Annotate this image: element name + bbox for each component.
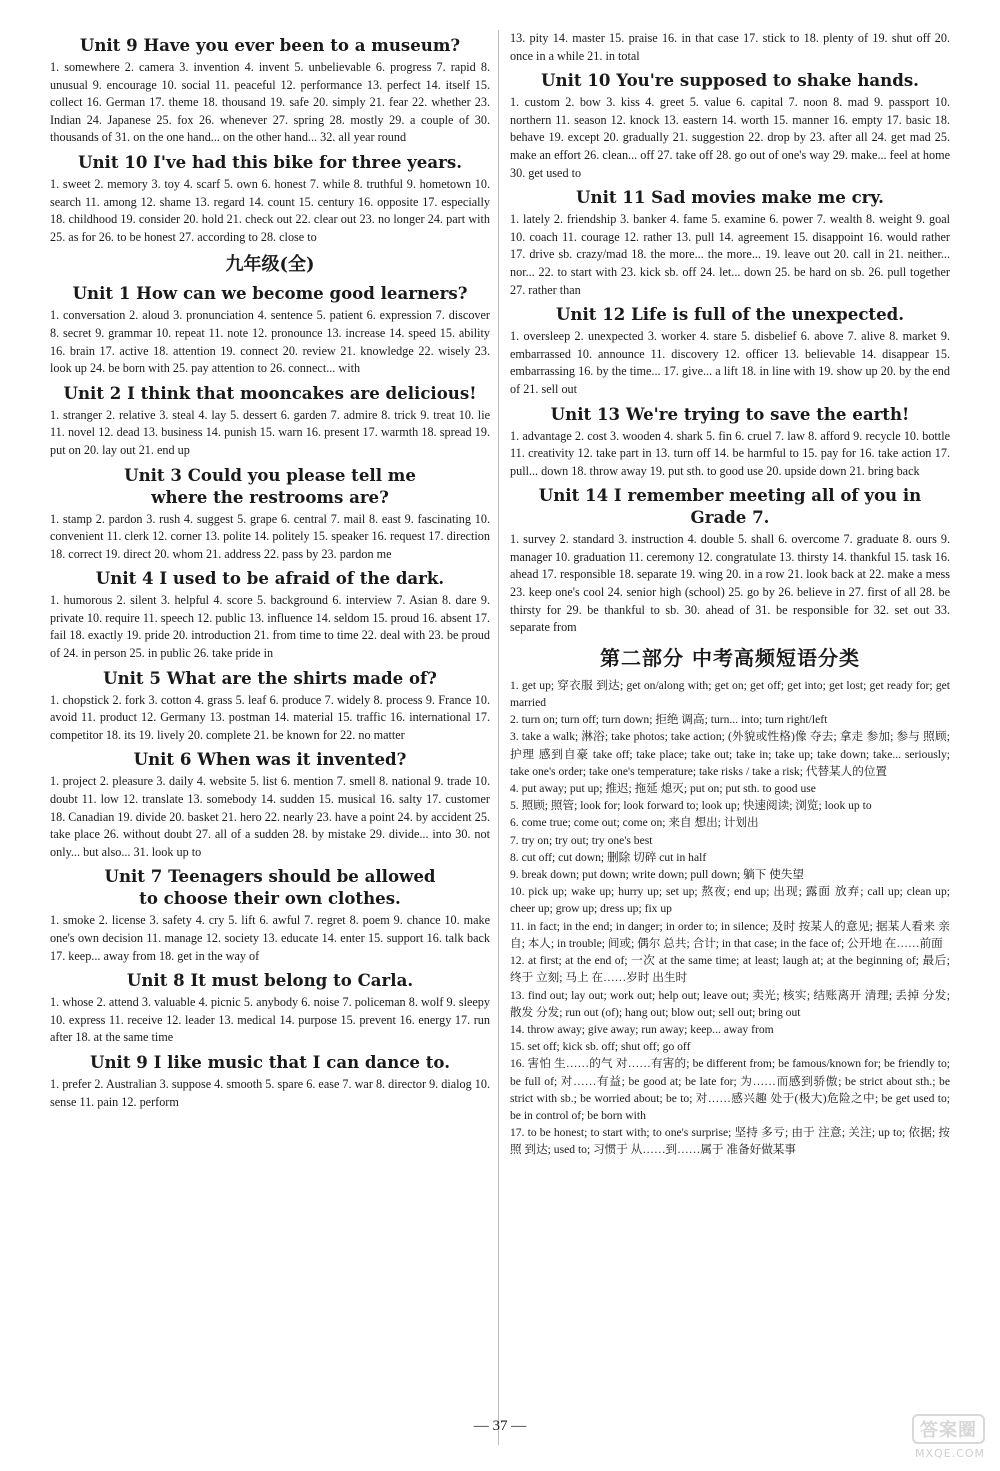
- unit-section: [510, 69, 950, 182]
- phrase-item: 4. put away; put up; 推迟; 拖延 熄灭; put on; put sth. to good use: [510, 782, 816, 796]
- phrase-item: 11. in fact; in the end; in danger; in order to; in silence; 及时 按某人的意见; 据某人看来 亲自; 本人; in trouble; 间或; 偶尔 总共; 合计; in that case; in the face of; 公开地 在……前面: [510, 919, 950, 950]
- unit-title: Unit 13 We're trying to save the earth!: [550, 403, 910, 424]
- unit-title: Unit 4 I used to be afraid of the dark.: [95, 568, 445, 589]
- unit-answers: 1. project 2. pleasure 3. daily 4. website 5. list 6. mention 7. smell 8. national 9. trade 10. doubt 11. low 12. translate 13. somebody 14. sudden 15. musical 16. salty 17. customer 18. Canadian 19. divide 20. basket 21. hero 22. nearly 23. have a point 24. by accident 25. take place 26. without doubt 27. all of a sudden 28. by mistake 29. divide... into 30. not only... but also... 31. look up to: [50, 774, 490, 859]
- unit-title: Unit 1 How can we become good learners?: [72, 283, 468, 304]
- phrase-item: 16. 害怕 生……的气 对……有害的; be different from; be famous/known for; be friendly to; be full of; 对……有益; be good at; be late for; 为……而感到骄傲; be strict about sth.; be strict with sb.; be worried about; be to; 对……感兴趣 处于(极大)危险之中; be get used to; be in control of; be born with: [510, 1057, 950, 1122]
- grade-heading: 九年级(全): [225, 254, 315, 276]
- unit-answers: 1. chopstick 2. fork 3. cotton 4. grass 5. leaf 6. produce 7. widely 8. process 9. France 10. avoid 11. product 12. Germany 13. postman 14. material 15. traffic 16. international 17. competitor 18. its 19. lively 20. complete 21. be known for 22. no matter: [50, 692, 490, 742]
- unit-title: Unit 10 I've had this bike for three years.: [78, 151, 462, 172]
- unit-section: [50, 567, 490, 662]
- page-number: — 37 —: [473, 1418, 527, 1434]
- watermark-logo: [835, 1414, 985, 1460]
- continued-answers: 13. pity 14. master 15. praise 16. in that case 17. stick to 18. plenty of 19. shut off 20. once in a while 21. in total: [510, 31, 950, 63]
- unit-title: Unit 11 Sad movies make me cry.: [576, 187, 884, 208]
- phrase-item: 12. at first; at the end of; 一次 at the same time; at least; laugh at; at the beginning of; 最后; 终于 立刻; 马上 在……岁时 出生时: [510, 954, 950, 985]
- unit-answers: 1. prefer 2. Australian 3. suppose 4. smooth 5. spare 6. ease 7. war 8. director 9. dialog 10. sense 11. pain 12. perform: [50, 1076, 490, 1109]
- units-eighth-grade: [50, 34, 490, 246]
- unit-title: Unit 2 I think that mooncakes are delicious!: [63, 382, 477, 403]
- unit-section: [50, 1051, 490, 1111]
- unit-section: [510, 403, 950, 481]
- unit-title: Unit 9 Have you ever been to a museum?: [79, 35, 461, 55]
- unit-section: [50, 382, 490, 460]
- unit-answers: 1. conversation 2. aloud 3. pronunciation 4. sentence 5. patient 6. expression 7. discover 8. secret 9. grammar 10. repeat 11. note 12. pronounce 13. increase 14. speed 15. ability 16. brain 17. active 18. attention 19. connect 20. review 21. knowledge 22. wisely 23. look up 24. be born with 25. pay attention to 26. connect... with: [50, 308, 490, 376]
- unit-answers: 1. stamp 2. pardon 3. rush 4. suggest 5. grape 6. central 7. mail 8. east 9. fascinating 10. convenient 11. clerk 12. corner 13. polite 14. politely 15. speaker 16. request 17. direction 18. correct 19. direct 20. whom 21. address 22. pass by 23. pardon me: [50, 511, 490, 561]
- part-heading: 第二部分 中考高频短语分类: [600, 645, 860, 670]
- phrase-item: 10. pick up; wake up; hurry up; set up; 熬夜; end up; 出现; 露面 放弃; call up; clean up; cheer up; grow up; dress up; fix up: [510, 885, 950, 916]
- phrase-item: 14. throw away; give away; run away; keep... away from: [510, 1022, 774, 1036]
- unit-title: Unit 8 It must belong to Carla.: [126, 970, 414, 991]
- unit-section: [50, 464, 490, 564]
- unit-answers: 1. custom 2. bow 3. kiss 4. greet 5. value 6. capital 7. noon 8. mad 9. passport 10. northern 11. season 12. knock 13. eastern 14. worth 15. manner 16. empty 17. basic 18. behave 19. except 20. gradually 21. suggestion 22. drop by 23. after all 24. get mad 25. make an effort 26. clean... off 27. take off 28. go out of one's way 29. make... feel at home 30. get used to: [510, 95, 950, 180]
- unit-answers: 1. lately 2. friendship 3. banker 4. fame 5. examine 6. power 7. wealth 8. weight 9. goal 10. coach 11. courage 12. rather 13. pull 14. agreement 15. disappoint 16. would rather 17. drive sb. crazy/mad 18. the more... the more... 19. leave out 20. call in 21. neither... nor... 22. to start with 23. kick sb. off 24. let... down 25. be hard on sb. 26. pull together 27. rather than: [510, 212, 950, 297]
- phrase-item: 1. get up; 穿衣服 到达; get on/along with; get on; get off; get into; get lost; get ready for; get married: [510, 678, 950, 710]
- phrase-item: 15. set off; kick sb. off; shut off; go off: [510, 1040, 691, 1054]
- unit-title: Unit 6 When was it invented?: [133, 749, 407, 770]
- phrase-item: 2. turn on; turn off; turn down; 拒绝 调高; turn... into; turn right/left: [510, 713, 828, 727]
- phrase-item: 6. come true; come out; come on; 来自 想出; 计划出: [510, 816, 759, 830]
- watermark-domain: MXQE.COM: [915, 1447, 985, 1460]
- unit-answers: 1. survey 2. standard 3. instruction 4. double 5. shall 6. overcome 7. graduate 8. ours 9. manager 10. graduation 11. ceremony 12. congratulate 13. thirsty 14. thankful 15. task 16. ahead 17. responsible 18. separate 19. wing 20. in a row 21. look back at 22. make a mess 23. keep one's cool 24. senior high (school) 25. go by 26. believe in 27. first of all 28. be thirsty for 29. be thankful to sb. 30. ahead of 31. be responsible for 32. set out 33. separate from: [510, 532, 950, 635]
- column-divider: [498, 30, 499, 1445]
- phrase-item: 3. take a walk; 淋浴; take photos; take action; (外貌或性格)像 夺去; 拿走 参加; 参与 照顾; 护理 感到自豪 take off; take place; take out; take in; take up; take down; take... seriously; take one's order; take one's temperature; take risks / take a risk; 代替某人的位置: [510, 730, 950, 778]
- unit-section: [50, 865, 490, 965]
- phrase-item: 17. to be honest; to start with; to one's surprise; 坚持 多亏; 由于 注意; 关注; up to; 依据; 按照 到达; used to; 习惯于 从……到……属于 准备好做某事: [510, 1126, 950, 1157]
- unit-section: [50, 667, 490, 745]
- left-column: [50, 30, 490, 1111]
- units-ninth-grade: [50, 282, 490, 1111]
- unit-section: [50, 282, 490, 377]
- unit-title: Unit 7 Teenagers should be allowed to choose their own clothes.: [104, 866, 436, 909]
- unit-section: [510, 303, 950, 398]
- unit-answers: 1. stranger 2. relative 3. steal 4. lay 5. dessert 6. garden 7. admire 8. trick 9. treat 10. lie 11. novel 12. dead 13. business 14. punish 15. warn 16. present 17. warmth 18. spread 19. put on 20. lay out 21. end up: [50, 407, 490, 457]
- unit-answers: 1. sweet 2. memory 3. toy 4. scarf 5. own 6. honest 7. while 8. truthful 9. hometown 10. search 11. among 12. shame 13. regard 14. count 15. century 16. opposite 17. especially 18. childhood 19. consider 20. hold 21. check out 22. clear out 23. no longer 24. part with 25. as for 26. to be honest 27. according to 28. close to: [50, 176, 490, 244]
- phrase-item: 8. cut off; cut down; 删除 切碎 cut in half: [510, 850, 707, 864]
- phrase-list: [510, 677, 950, 1159]
- unit-title: Unit 10 You're supposed to shake hands.: [541, 70, 919, 91]
- unit-section: [50, 34, 490, 147]
- unit-section: [510, 186, 950, 299]
- unit-section: [50, 969, 490, 1047]
- unit-answers: 1. advantage 2. cost 3. wooden 4. shark 5. fin 6. cruel 7. law 8. afford 9. recycle 10. bottle 11. creativity 12. take part in 13. turn off 14. be harmful to 15. pay for 16. take action 17. pull... down 18. throw away 19. put sth. to good use 20. upside down 21. bring back: [510, 428, 950, 478]
- phrase-item: 7. try on; try out; try one's best: [510, 833, 653, 847]
- unit-answers: 1. somewhere 2. camera 3. invention 4. invent 5. unbelievable 6. progress 7. rapid 8. unusual 9. encourage 10. social 11. peaceful 12. performance 13. perfect 14. itself 15. collect 16. German 17. theme 18. thousand 19. safe 20. simply 21. fear 22. whether 23. Indian 24. Japanese 25. fox 26. whenever 27. spring 28. mostly 29. a couple of 30. thousands of 31. on the one hand... on the other hand... 32. all year round: [50, 60, 490, 145]
- phrase-item: 13. find out; lay out; work out; help out; leave out; 卖光; 核实; 结账离开 清理; 丢掉 分发; 散发 分发; run out (of); hang out; blow out; sell out; bring out: [510, 988, 950, 1019]
- unit-title: Unit 12 Life is full of the unexpected.: [555, 304, 905, 325]
- unit-section: [50, 151, 490, 246]
- unit-answers: 1. whose 2. attend 3. valuable 4. picnic 5. anybody 6. noise 7. policeman 8. wolf 9. sleepy 10. express 11. receive 12. leader 13. medical 14. purpose 15. prevent 16. energy 17. run after 18. at the same time: [50, 995, 490, 1045]
- unit-title: Unit 3 Could you please tell me where the restrooms are?: [124, 464, 416, 507]
- phrase-item: 9. break down; put down; write down; pull down; 躺下 使失望: [510, 868, 805, 882]
- unit-title: Unit 5 What are the shirts made of?: [103, 667, 437, 688]
- unit-answers: 1. oversleep 2. unexpected 3. worker 4. stare 5. disbelief 6. above 7. alive 8. market 9. embarrassed 10. announce 11. discovery 12. officer 13. believable 14. disappear 15. embarrassing 16. by the time... 17. give... a lift 18. in line with 19. show up 20. by the end of 21. sell out: [510, 329, 950, 396]
- unit-answers: 1. humorous 2. silent 3. helpful 4. score 5. background 6. interview 7. Asian 8. dare 9. private 10. require 11. speech 12. public 13. influence 14. seldom 15. proud 16. absent 17. fail 18. exactly 19. pride 20. introduction 21. from time to time 22. deal with 23. be proud of 24. in person 25. in public 26. take pride in: [50, 593, 490, 661]
- unit-section: [510, 484, 950, 637]
- watermark-mark: 答案圈: [912, 1414, 985, 1444]
- phrase-item: 5. 照顾; 照管; look for; look forward to; look up; 快速阅读; 浏览; look up to: [510, 799, 872, 813]
- unit-section: [50, 748, 490, 861]
- unit-answers: 1. smoke 2. license 3. safety 4. cry 5. lift 6. awful 7. regret 8. poem 9. chance 10. make one's own decision 11. manage 12. society 13. educate 14. enter 15. support 16. talk back 17. keep... away from 18. get in the way of: [50, 913, 490, 963]
- unit-title: Unit 9 I like music that I can dance to.: [90, 1051, 450, 1072]
- unit-title: Unit 14 I remember meeting all of you in Grade 7.: [538, 485, 922, 528]
- right-column: [510, 30, 950, 1159]
